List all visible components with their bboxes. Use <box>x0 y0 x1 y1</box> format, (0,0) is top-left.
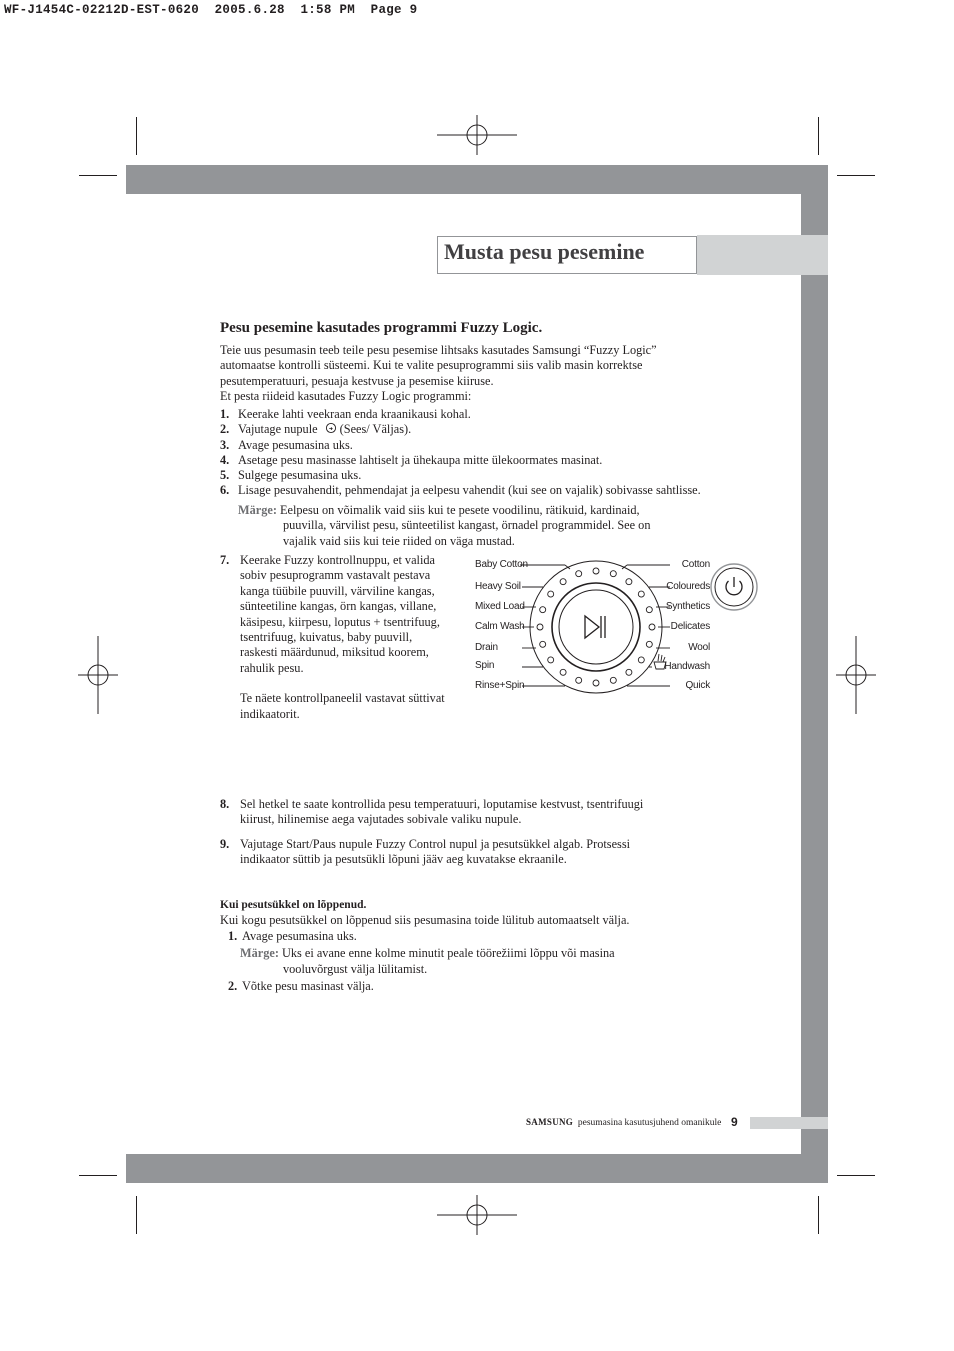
registration-mark-icon <box>437 115 517 155</box>
page-number: 9 <box>731 1115 738 1129</box>
program-indicator-dot <box>560 579 566 585</box>
crop-mark <box>837 1175 875 1176</box>
crop-mark <box>818 1196 819 1234</box>
program-indicator-dot <box>560 669 566 675</box>
program-indicator-dot <box>638 591 644 597</box>
list-item: 7. Keerake Fuzzy kontrollnuppu, et valida sobiv pesuprogramm vastavalt pestava kanga tüübile puuvill, värviline kangas, sünteetiline kangas, örn kangas, villane, käsipesu, kiirpesu, loputus + tsentrifuug, tsentrifuug, kuivatus, baby puuvill, raskesti määrdunud, miksitud koorem, rahulik pesu. Te näete kontrollpaneelil vastavat süttivat indikaatorit. <box>220 553 445 721</box>
list-item: 4. Asetage pesu masinasse lahtiselt ja ühekaupa mitte ülekoormates masinat. <box>220 453 603 467</box>
list-item: 3. Avage pesumasina uks. <box>220 438 353 452</box>
program-label-delicates[interactable]: Delicates <box>670 621 710 632</box>
program-label-coloureds[interactable]: Coloureds <box>666 581 710 592</box>
section-heading: Pesu pesemine kasutades programmi Fuzzy Logic. <box>220 320 543 336</box>
note: Märge: Eelpesu on võimalik vaid siis kui te pesete voodilinu, rätikuid, kardinaid, puuvilla, värvilist pesu, sünteetilist kangast, örnadel programmidel. See on vajalik vaid siis kui teie riided on väga mustad. <box>238 503 651 548</box>
program-indicator-dot <box>610 571 616 577</box>
program-label-quick[interactable]: Quick <box>685 680 710 691</box>
program-label-synthetics[interactable]: Synthetics <box>665 601 710 612</box>
program-label-spin[interactable]: Spin <box>475 660 495 671</box>
program-indicator-dot <box>540 607 546 613</box>
list-item: 5. Sulgege pesumasina uks. <box>220 468 362 482</box>
program-indicator-dot <box>548 591 554 597</box>
right-bar <box>801 165 828 1182</box>
program-indicator-dot <box>540 641 546 647</box>
program-label-heavy-soil[interactable]: Heavy Soil <box>475 581 521 592</box>
program-indicator-dot <box>548 657 554 663</box>
program-label-handwash[interactable]: Handwash <box>664 661 710 672</box>
list-item: 9. Vajutage Start/Paus nupule Fuzzy Control nupul ja pesutsükkel algab. Protsessi indikaator süttib ja pesutsükli lõpuni jääv aeg kuvatakse ekraanile. <box>220 837 631 867</box>
power-symbol-icon <box>325 422 337 434</box>
program-indicator-dot <box>649 624 655 630</box>
bottom-bar <box>126 1154 828 1183</box>
list-item: 8. Sel hetkel te saate kontrollida pesu temperatuuri, loputamise kestvust, tsentrifuugi kiirust, hilinemise aega vajutades sobivale valiku nupule. <box>220 797 644 827</box>
program-indicator-dot <box>626 579 632 585</box>
note-label: Märge: <box>238 503 277 517</box>
program-label-rinse-spin[interactable]: Rinse+Spin <box>475 680 525 691</box>
print-header: WF-J1454C-02212D-EST-0620 2005.6.28 1:58 PM Page 9 <box>4 3 418 17</box>
program-label-mixed-load[interactable]: Mixed Load <box>475 601 525 612</box>
crop-mark <box>136 117 137 155</box>
program-indicator-dot <box>593 680 599 686</box>
brand-name: SAMSUNG <box>526 1117 574 1127</box>
registration-mark-icon <box>836 636 876 714</box>
program-indicator-dot <box>576 571 582 577</box>
program-label-baby-cotton[interactable]: Baby Cotton <box>475 559 528 570</box>
footer-accent <box>750 1117 828 1129</box>
note-label: Märge: <box>240 946 279 961</box>
crop-mark <box>818 117 819 155</box>
program-indicator-dot <box>576 677 582 683</box>
program-indicator-dot <box>537 624 543 630</box>
crop-mark <box>136 1196 137 1234</box>
program-label-wool[interactable]: Wool <box>688 642 710 653</box>
intro-line: pesutemperatuuri, pesuaja kestvuse ja pesemise kiiruse. <box>220 373 494 388</box>
registration-mark-icon <box>437 1195 517 1235</box>
crop-mark <box>837 175 875 176</box>
program-indicator-dot <box>593 568 599 574</box>
crop-mark <box>79 1175 117 1176</box>
list-item: 6. Lisage pesuvahendit, pehmendajat ja eelpesu vahendit (kui see on vajalik) sobivasse sahtlisse. <box>220 483 701 497</box>
page-footer: SAMSUNG pesumasina kasutusjuhend omanikule <box>526 1117 722 1128</box>
program-label-calm-wash[interactable]: Calm Wash <box>475 621 525 632</box>
intro-line: automaatse kontrolli süsteemi. Kui te valite pesuprogrammi siis valib masin korrektse <box>220 358 643 373</box>
page-title: Musta pesu pesemine <box>444 239 645 264</box>
program-indicator-dot <box>626 669 632 675</box>
program-indicator-dot <box>638 657 644 663</box>
start-pause-icon[interactable] <box>585 616 605 638</box>
program-dial-panel <box>470 555 762 695</box>
finish-section: Kui pesutsükkel on lõppenud. Kui kogu pesutsükkel on lõppenud siis pesumasina toide lülitub automaatselt välja. 1. Avage pesumasina uks. Märge: Uks ei avane enne kolme minutit peale töörežiimi lõppu või masina vooluvõrgust välja lülitamist. 2. Võtke pesu masinast välja. <box>220 899 630 994</box>
list-item: 1. Keerake lahti veekraan enda kraanikausi kohal. <box>220 407 471 421</box>
top-bar <box>126 165 828 194</box>
finish-heading: Kui pesutsükkel on lõppenud. <box>220 899 367 911</box>
program-indicator-dot <box>646 641 652 647</box>
program-label-drain[interactable]: Drain <box>475 642 498 653</box>
intro-line: Teie uus pesumasin teeb teile pesu pesemise lihtsaks kasutades Samsungi “Fuzzy Logic” <box>220 343 657 357</box>
list-item: 2. Vajutage nupule (Sees/ Väljas). <box>220 422 412 436</box>
registration-mark-icon <box>78 636 118 714</box>
title-accent <box>697 235 828 275</box>
program-indicator-dot <box>646 607 652 613</box>
intro-paragraph <box>220 343 657 405</box>
program-label-cotton[interactable]: Cotton <box>681 559 710 570</box>
crop-mark <box>79 175 117 176</box>
program-indicator-dot <box>610 677 616 683</box>
power-button-icon[interactable] <box>711 564 757 610</box>
intro-line: Et pesta riideid kasutades Fuzzy Logic programmi: <box>220 389 472 404</box>
